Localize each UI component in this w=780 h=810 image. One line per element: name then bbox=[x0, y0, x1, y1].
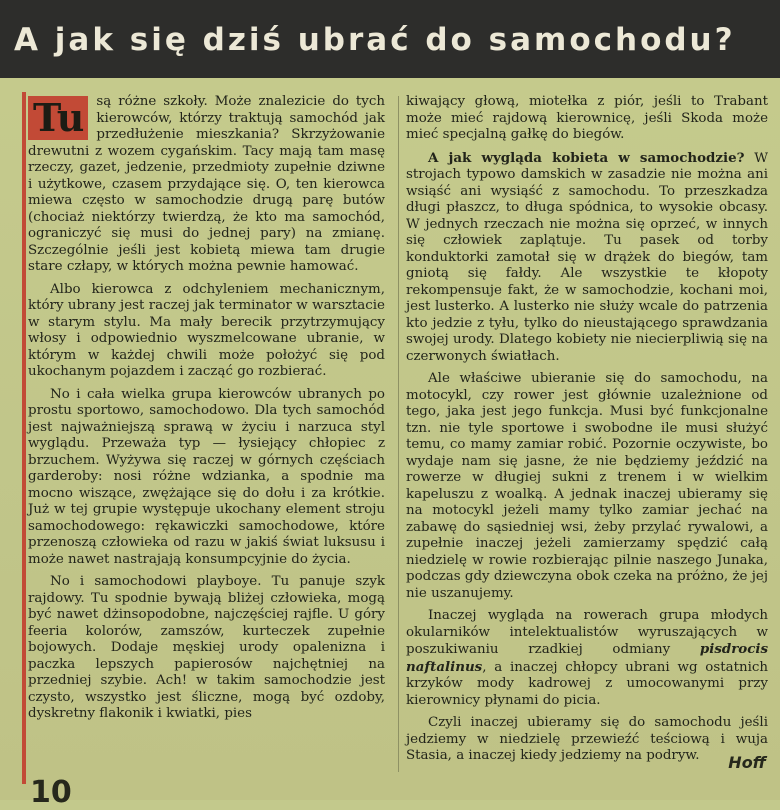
paragraph-8 bbox=[406, 608, 768, 709]
paragraph-8-text-b: , a inaczej chłopcy ubrani wg ostatnich krzyków mody kadrowej z umocowanymi przy kierownicy płynami do picia. bbox=[406, 659, 768, 708]
author-signature: Hoff bbox=[728, 753, 766, 772]
paragraph-4: No i samochodowi playboye. Tu panuje szyk rajdowy. Tu spodnie bywają bliżej człowieka, mogą być nawet dżinsopodobne, najczęściej rajfle. U góry feeria kolorów, zamszów, kurteczek zupełnie bojowych. Dodaje męskiej urody opalenizna i paczka lepszych papierosów najchętniej na przedniej szybie. Ach! w takim samochodzie jest czysto, wszystko jest śliczne, mogą być ozdoby, dyskretny flakonik i kwiatki, pies bbox=[28, 574, 385, 721]
red-vertical-rule bbox=[22, 92, 26, 784]
paragraph-1 bbox=[28, 94, 385, 276]
paragraph-3: No i cała wielka grupa kierowców ubranych po prostu sportowo, samochodowo. Dla tych samochód jest najważniejszą sprawą w życiu i narzuca styl wyglądu. Przeważa typ — łysiejący chłopiec z brzuchem. Wyżywa się raczej w górnych częściach garderoby: nosi różne wdzianka, a spodnie ma mocno wiszące, zwężające się do dołu i za krótkie. Już w tej grupie występuje ukochany element stroju samochodowego: rękawiczki samochodowe, które przenoszą człowieka od razu w jakiś świat luksusu i może nawet nastrajają konsumpcyjnie do życia. bbox=[28, 386, 385, 567]
page-number: 10 bbox=[30, 775, 72, 810]
paragraph-6 bbox=[406, 150, 768, 366]
left-column bbox=[28, 94, 385, 729]
paragraph-2: Albo kierowca z odchyleniem mechanicznym, który ubrany jest raczej jak terminator w warsztacie w starym stylu. Ma mały berecik przytrzymujący włosy i odpowiednio wyszmelcowane ubranie, w którym w każdej chwili może położyć się pod ukochanym pojazdem i zacząć go rozbierać. bbox=[28, 281, 385, 379]
paragraph-8-text-a: Inaczej wygląda na rowerach grupa młodych okularników intelektualistów wyruszających w poszukiwaniu rzadkiej odmiany bbox=[406, 608, 768, 657]
latin-species-name: pisdrocis naftalinus bbox=[406, 641, 768, 675]
headline-banner bbox=[0, 0, 780, 78]
column-divider bbox=[398, 96, 399, 772]
paragraph-6-lead: A jak wygląda kobieta w samochodzie? bbox=[428, 149, 745, 166]
paragraph-9: Czyli inaczej ubieramy się do samochodu jeśli jedziemy w niedzielę przewieźć teściową i wuja Stasia, a inaczej kiedy jedziemy na podryw. bbox=[406, 715, 768, 763]
drop-cap: Tu bbox=[28, 96, 88, 140]
paragraph-1-text: są różne szkoły. Może znalezicie do tych kierowców, którzy traktują samochód jak przedłużenie mieszkania? bbox=[96, 94, 385, 142]
right-column bbox=[406, 94, 768, 771]
paragraph-5-continued: kiwający głową, miotełka z piór, jeśli to Trabant może mieć rajdową kierownicę, jeśli Skoda może mieć specjalną gałkę do biegów. bbox=[406, 94, 768, 142]
paragraph-6-text: W strojach typowo damskich w zasadzie nie można ani wsiąść ani wysiąść z samochodu. To przeszkadza długi płaszcz, to długa spódnica, to wysokie obcasy. W jednych rzeczach nie można się oprzeć, w innych się człowiek zaplątuje. Tu pasek od torby konduktorki zamotał się w drążek do biegów, tam gniotą się fałdy. Ale wszystkie te kłopoty rekompensuje fakt, że w samochodzie, kochani moi, jest lusterko. A lusterko nie służy wcale do patrzenia kto jedzie z tyłu, tylko do nieustającego sprawdzania swojej urody. Dlatego kobiety nie niecierpliwią się na czerwonych światłach. bbox=[406, 150, 768, 364]
paragraph-7: Ale właściwe ubieranie się do samochodu, na motocykl, czy rower jest głównie uzależnione od tego, jaka jest jego funkcja. Musi być funkcjonalne tzn. nie tyle sportowe i swobodne ile musi służyć temu, co mamy zamiar robić. Pozornie oczywiste, bo wydaje nam się jasne, że nie będziemy jeździć na rowerze w długiej sukni z trenem i w wielkim kapeluszu z woalką. A jednak inaczej ubieramy się na motocykl jeżeli mamy tylko zamiar jechać na zabawę do sąsiedniej wsi, żeby przylać rywalowi, a zupełnie inaczej jeżeli zamierzamy spędzić całą niedzielę w rowie rozbierając pilnie naszego Junaka, podczas gdy dziewczyna obok czeka na próżno, że jej nie uszanujemy. bbox=[406, 371, 768, 601]
paragraph-1-rest: Skrzyżowanie drewutni z wozem cygańskim. Tacy mają tam masę rzeczy, gazet, jedzenie, przedmioty zupełnie dziwne i użytkowe, czasem przydające się. O, ten kierowca miewa często w samochodzie drugą parę butów (chociaż niektórzy twierdzą, że kto ma samochód, ograniczyć się musi do jednej pary) na zmianę. Szczególnie jeśli jest kobietą miewa tam drugie stare człapy, w których można pewnie hamować. bbox=[28, 127, 385, 274]
article-headline: A jak się dziś ubrać do samochodu? bbox=[14, 22, 736, 58]
